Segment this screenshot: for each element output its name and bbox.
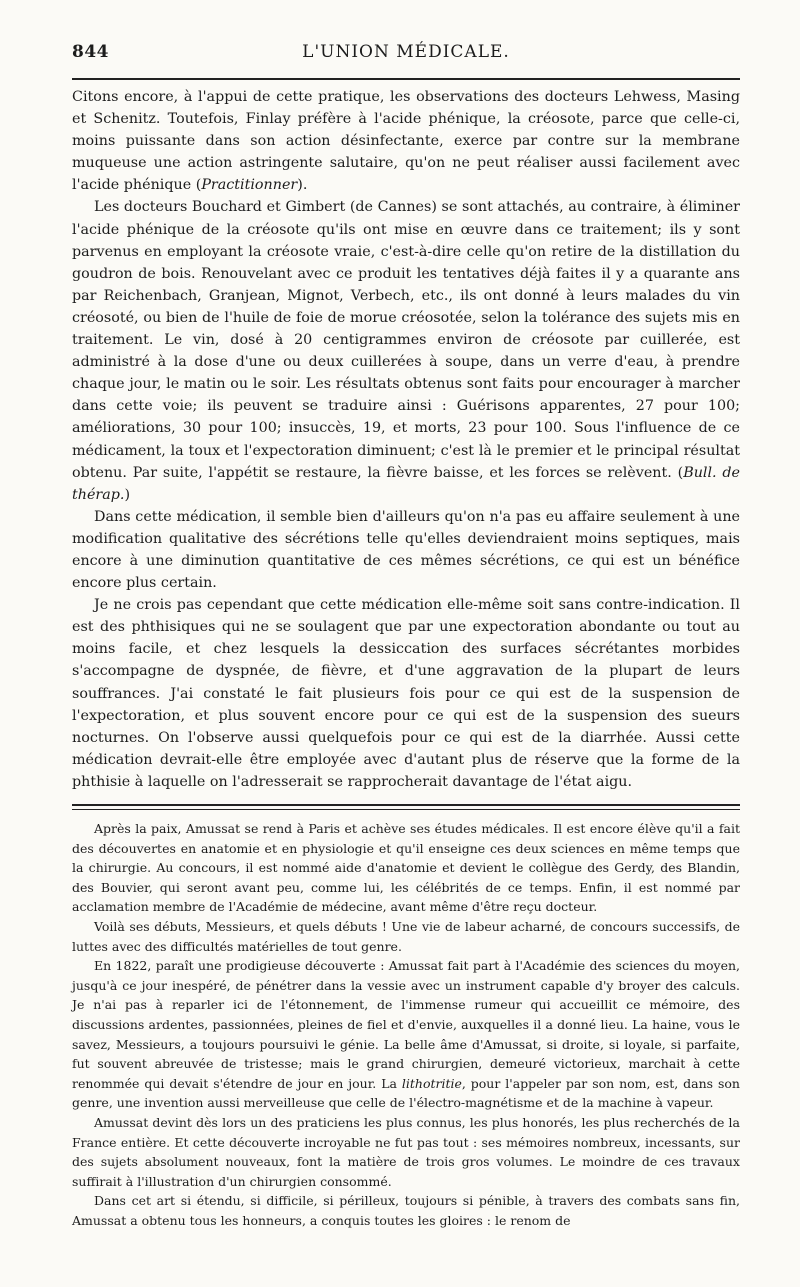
page-number: 844	[72, 42, 109, 62]
running-title: L'UNION MÉDICALE.	[302, 42, 510, 62]
text-run: En 1822, paraît une prodigieuse découverte : Amussat fait part à l'Académie des sciences du moyen, jusqu'à ce jour inespéré, de pénétrer dans la vessie avec un instrument capable d'y broyer des calculs. Je n'ai pas à reparler ici de l'étonnement, de l'immense rumeur qui accueillit ce mémoire, des discussions ardentes, passionnées, pleines de fiel et d'envie, auxquelles il a donné lieu. La haine, vous le savez, Messieurs, a toujours poursuivi le génie. La belle âme d'Amussat, si droite, si loyale, si parfaite, fut souvent abreuvée de tristesse; mais le grand chirurgien, demeuré victorieux, marchait à cette renommée qui devait s'étendre de jour en jour. La	[72, 958, 740, 1091]
feuilleton-separator	[72, 804, 740, 810]
text-run: Dans cette médication, il semble bien d'ailleurs qu'on n'a pas eu affaire seulement à une modification qualitative des sécrétions telle qu'elles deviendraient moins septiques, mais encore à une diminution quantitative de ces mêmes sécrétions, ce qui est un bénéfice encore plus certain.	[72, 508, 740, 592]
text-run: )	[124, 486, 131, 503]
feuilleton-section	[72, 819, 740, 1230]
text-run: Après la paix, Amussat se rend à Paris et achève ses études médicales. Il est encore élève qu'il a fait des découvertes en anatomie et en physiologie et qu'il enseigne ces deux sciences en même temps que la chirurgie. Au concours, il est nommé aide d'anatomie et devient le collègue des Gerdy, des Blandin, des Bouvier, qui seront avant peu, comme lui, les célébrités de ce temps. Enfin, il est nommé par acclamation membre de l'Académie de médecine, avant même d'être reçu docteur.	[72, 821, 740, 915]
paragraph	[72, 196, 740, 505]
text-run: Amussat devint dès lors un des praticiens les plus connus, les plus honorés, les plus recherchés de la France entière. Et cette découverte incroyable ne fut pas tout : ses mémoires nombreux, incessants, sur des sujets absolument nouveaux, font la matière de trois gros volumes. Le moindre de ces travaux suffirait à l'illustration d'un chirurgien consommé.	[72, 1114, 740, 1189]
paragraph	[72, 819, 740, 917]
paragraph	[72, 506, 740, 594]
header-rule	[72, 78, 740, 80]
text-run: Dans cet art si étendu, si difficile, si périlleux, toujours si pénible, à travers des combats sans fin, Amussat a obtenu tous les honneurs, a conquis toutes les gloires : le renom de	[72, 1193, 740, 1228]
paragraph	[72, 86, 740, 196]
paragraph	[72, 917, 740, 956]
main-article	[72, 86, 740, 793]
text-run: Citons encore, à l'appui de cette pratique, les observations des docteurs Lehwess, Masing et Schenitz. Toutefois, Finlay préfère à l'acide phénique, la créosote, parce que celle-ci, moins puissante dans son action désinfectante, exerce par contre sur la membrane muqueuse une action astringente salutaire, qu'on ne peut réaliser aussi facilement avec l'acide phénique (	[72, 89, 740, 194]
paragraph	[72, 956, 740, 1113]
text-run: ).	[297, 177, 308, 194]
text-run: , pour l'appeler par son nom, est, dans son genre, une invention aussi merveilleuse que celle de l'électro-magnétisme et de la machine à vapeur.	[72, 1075, 740, 1111]
page-header	[72, 42, 740, 68]
text-run: Voilà ses débuts, Messieurs, et quels débuts ! Une vie de labeur acharné, de concours successifs, de luttes avec des difficultés matérielles de tout genre.	[72, 918, 740, 954]
paragraph	[72, 1113, 740, 1191]
text-run-italic: Bull. de thérap.	[72, 464, 741, 503]
paragraph	[72, 594, 740, 793]
text-run: Les docteurs Bouchard et Gimbert (de Cannes) se sont attachés, au contraire, à éliminer l'acide phénique de la créosote qu'ils ont mise en œuvre dans ce traitement; ils y sont parvenus en employant la créosote vraie, c'est-à-dire celle qu'on retire de la distillation du goudron de bois. Renouvelant avec ce produit les tentatives déjà faites il y a quarante ans par Reichenbach, Granjean, Mignot, Verbech, etc., ils ont donné à leurs malades du vin créosoté, ou bien de l'huile de foie de morue créosotée, selon la tolérance des sujets mis en traitement. Le vin, dosé à 20 centigrammes environ de créosote par cuillerée, est administré à la dose d'une ou deux cuillerées à soupe, dans un verre d'eau, à prendre chaque jour, le matin ou le soir. Les résultats obtenus sont faits pour encourager à marcher dans cette voie; ils peuvent se traduire ainsi : Guérisons apparentes, 27 pour 100; améliorations, 30 pour 100; insuccès, 19, et morts, 23 pour 100. Sous l'influence de ce médicament, la toux et l'expectoration diminuent; c'est là le premier et le principal résultat obtenu. Par suite, l'appétit se restaure, la fièvre baisse, et les forces se relèvent. (	[72, 199, 740, 481]
text-run-italic: Practitionner	[201, 177, 298, 194]
text-run-italic: lithotritie	[401, 1075, 462, 1091]
paragraph	[72, 1191, 740, 1230]
text-run: Je ne crois pas cependant que cette médication elle-même soit sans contre-indication. Il est des phthisiques qui ne se soulagent que par une expectoration abondante ou tout au moins facile, et chez lesquels la dessiccation des surfaces sécrétantes morbides s'accompagne de dyspnée, de fièvre, et d'une aggravation de la plupart de leurs souffrances. J'ai constaté le fait plusieurs fois pour ce qui est de la suspension de l'expectoration, et plus souvent encore pour ce qui est de la suspension des sueurs nocturnes. On l'observe aussi quelquefois pour ce qui est de la diarrhée. Aussi cette médication devrait-elle être employée avec d'autant plus de réserve que la forme de la phthisie à laquelle on l'adresserait se rapprocherait davantage de l'état aigu.	[72, 597, 740, 790]
